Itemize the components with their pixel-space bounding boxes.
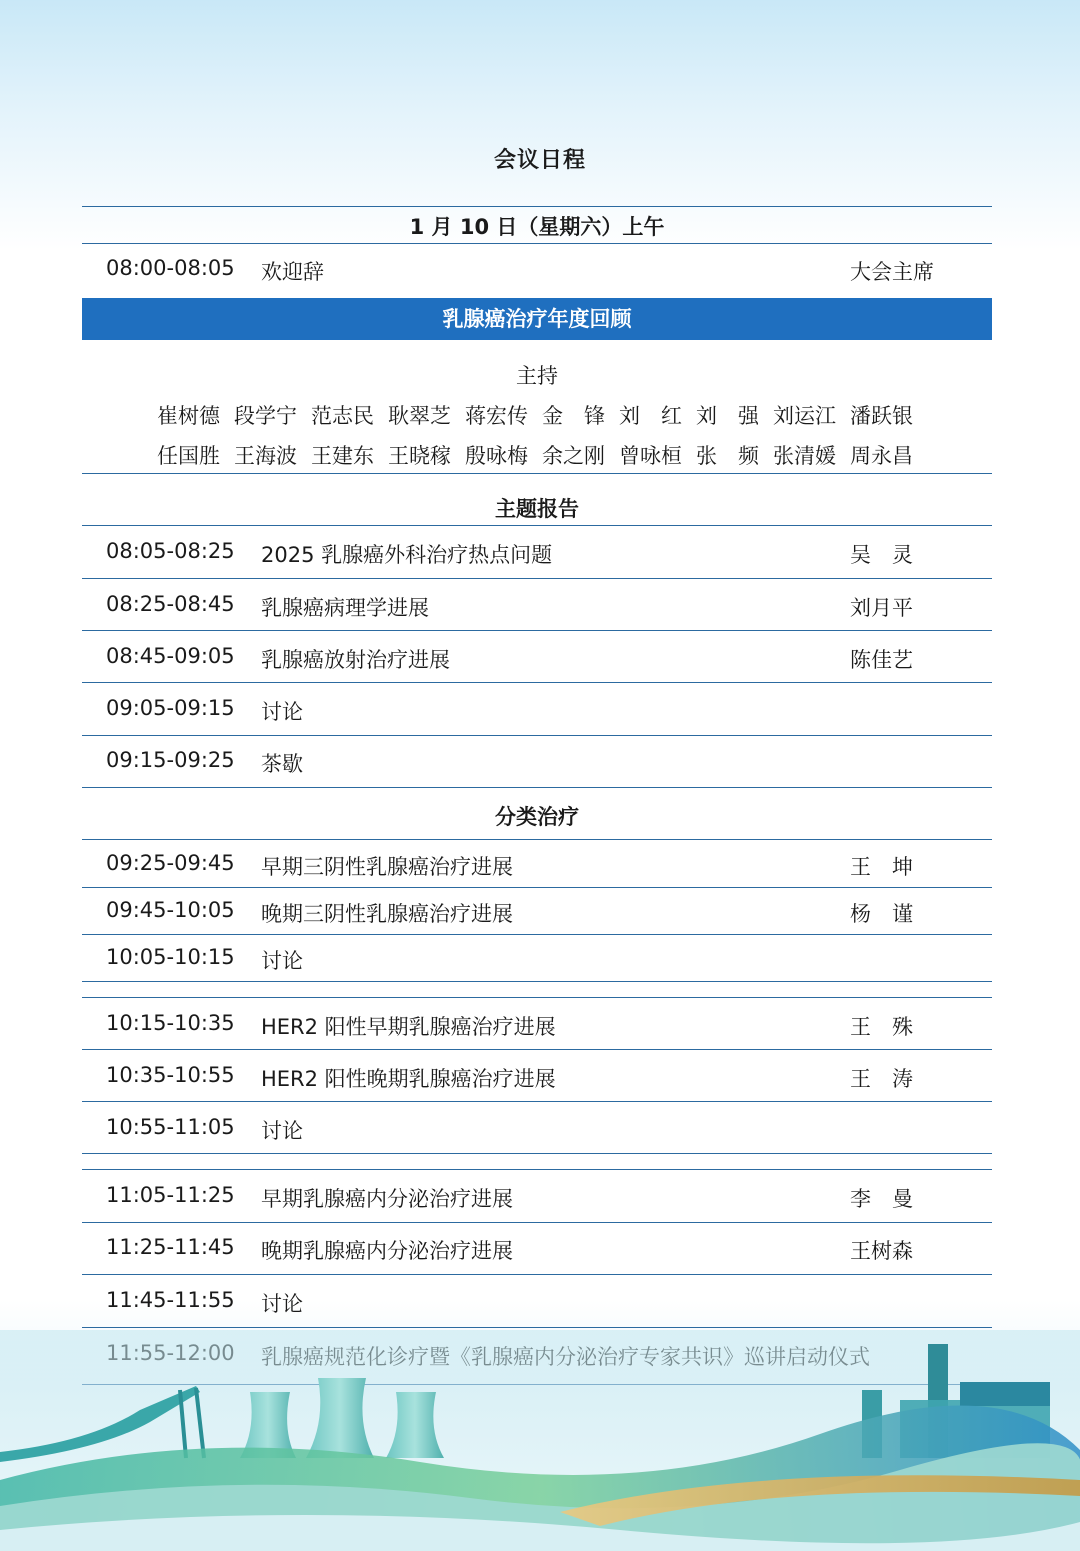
row-time: 10:55-11:05 — [106, 1115, 235, 1139]
rule — [82, 1327, 992, 1328]
rule — [82, 1169, 992, 1170]
row-time: 09:05-09:15 — [106, 696, 235, 720]
chair-name: 刘 强 — [696, 404, 759, 428]
row-speaker: 大会主席 — [850, 260, 934, 284]
day-header: 1 月 10 日（星期六）上午 — [409, 215, 665, 239]
row-topic: 讨论 — [261, 700, 303, 724]
row-topic: 2025 乳腺癌外科治疗热点问题 — [261, 543, 553, 567]
chair-name: 范志民 — [311, 404, 374, 428]
chair-name: 曾咏桓 — [619, 444, 682, 468]
rule — [82, 787, 992, 788]
row-speaker: 杨 谨 — [850, 902, 913, 926]
chair-name: 蒋宏传 — [465, 404, 528, 428]
rule — [82, 525, 992, 526]
rule — [82, 1274, 992, 1275]
row-topic: 早期乳腺癌内分泌治疗进展 — [261, 1187, 513, 1211]
row-speaker: 吴 灵 — [850, 543, 913, 567]
rule — [82, 997, 992, 998]
rule — [82, 578, 992, 579]
rule — [82, 981, 992, 982]
row-time: 11:05-11:25 — [106, 1183, 235, 1207]
row-topic: 晚期乳腺癌内分泌治疗进展 — [261, 1239, 513, 1263]
rule — [82, 206, 992, 207]
chair-name: 王建东 — [311, 444, 374, 468]
chair-name: 金 锋 — [542, 404, 605, 428]
chair-name: 刘运江 — [773, 404, 836, 428]
rule — [82, 887, 992, 888]
chair-name: 余之刚 — [542, 444, 605, 468]
row-time: 10:35-10:55 — [106, 1063, 235, 1087]
row-time: 11:45-11:55 — [106, 1288, 235, 1312]
row-topic: 讨论 — [261, 1119, 303, 1143]
chair-name: 殷咏梅 — [465, 444, 528, 468]
rule — [82, 1153, 992, 1154]
row-topic: HER2 阳性晚期乳腺癌治疗进展 — [261, 1067, 556, 1091]
row-time: 09:25-09:45 — [106, 851, 235, 875]
section-title-categorized: 分类治疗 — [495, 805, 579, 829]
rule — [82, 735, 992, 736]
section-band: 乳腺癌治疗年度回顾 — [82, 298, 992, 340]
chair-name: 王晓稼 — [388, 444, 451, 468]
rule — [82, 682, 992, 683]
chair-name: 耿翠芝 — [388, 404, 451, 428]
chair-name: 王海波 — [234, 444, 297, 468]
decorative-landscape-illustration — [0, 1330, 1080, 1551]
row-topic: 茶歇 — [261, 752, 303, 776]
chair-name: 周永昌 — [850, 444, 913, 468]
row-topic: 乳腺癌放射治疗进展 — [261, 648, 450, 672]
row-topic: 晚期三阴性乳腺癌治疗进展 — [261, 902, 513, 926]
rule — [82, 473, 992, 474]
chair-name: 刘 红 — [619, 404, 682, 428]
row-time: 08:05-08:25 — [106, 539, 235, 563]
chair-name: 崔树德 — [157, 404, 220, 428]
row-topic: 讨论 — [261, 1292, 303, 1316]
page-title: 会议日程 — [493, 148, 586, 173]
chair-name: 张清媛 — [773, 444, 836, 468]
chair-name: 段学宁 — [234, 404, 297, 428]
row-speaker: 王 殊 — [850, 1015, 913, 1039]
row-time: 09:45-10:05 — [106, 898, 235, 922]
row-time: 09:15-09:25 — [106, 748, 235, 772]
host-label: 主持 — [516, 364, 558, 388]
row-time: 08:00-08:05 — [106, 256, 235, 280]
row-time: 11:25-11:45 — [106, 1235, 235, 1259]
rule — [82, 630, 992, 631]
row-topic: 早期三阴性乳腺癌治疗进展 — [261, 855, 513, 879]
row-topic: 乳腺癌病理学进展 — [261, 596, 429, 620]
row-topic: HER2 阳性早期乳腺癌治疗进展 — [261, 1015, 556, 1039]
section-title-keynote: 主题报告 — [495, 497, 579, 521]
row-speaker: 王 坤 — [850, 855, 913, 879]
row-speaker: 刘月平 — [850, 596, 913, 620]
row-time: 08:45-09:05 — [106, 644, 235, 668]
row-time: 10:05-10:15 — [106, 945, 235, 969]
rule — [82, 839, 992, 840]
row-topic: 讨论 — [261, 949, 303, 973]
row-speaker: 王 涛 — [850, 1067, 913, 1091]
row-speaker: 李 曼 — [850, 1187, 913, 1211]
rule — [82, 243, 992, 244]
row-speaker: 陈佳艺 — [850, 648, 913, 672]
row-topic: 欢迎辞 — [261, 260, 324, 284]
row-time: 08:25-08:45 — [106, 592, 235, 616]
chair-name: 张 频 — [696, 444, 759, 468]
rule — [82, 1101, 992, 1102]
row-time: 10:15-10:35 — [106, 1011, 235, 1035]
row-speaker: 王树森 — [850, 1239, 913, 1263]
rule — [82, 934, 992, 935]
rule — [82, 1049, 992, 1050]
chair-name: 潘跃银 — [850, 404, 913, 428]
chair-name: 任国胜 — [157, 444, 220, 468]
rule — [82, 1222, 992, 1223]
